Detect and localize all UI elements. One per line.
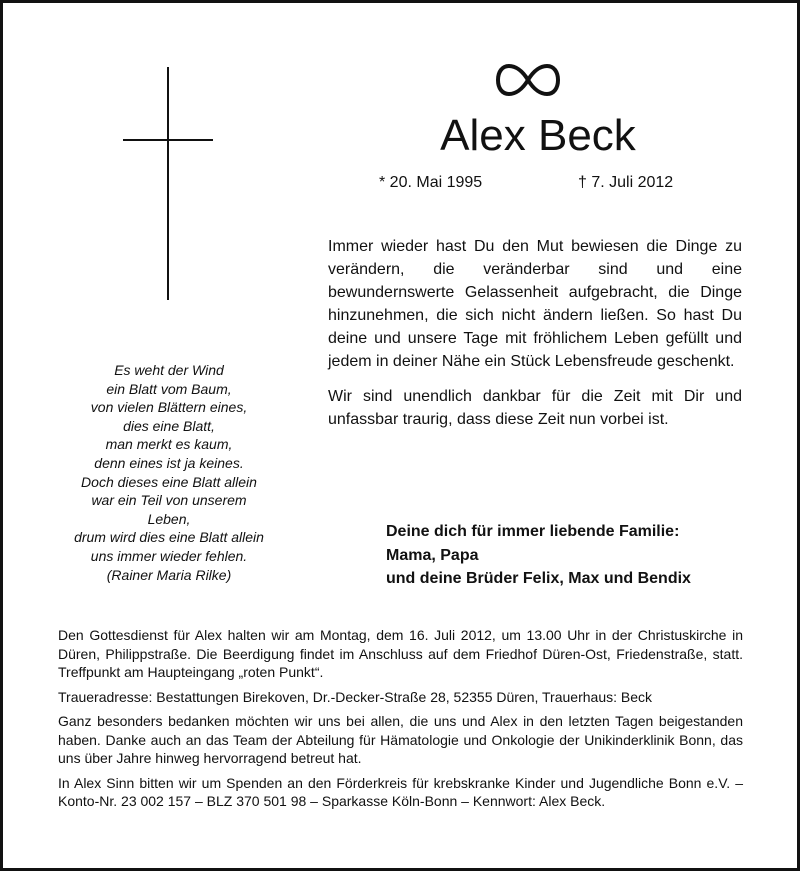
poem-author: (Rainer Maria Rilke) xyxy=(106,566,232,583)
poem-line: Es weht der Wind xyxy=(114,362,224,378)
family-line: und deine Brüder Felix, Max und Bendix xyxy=(386,570,691,587)
cross-horizontal-bar xyxy=(123,139,213,141)
donation-info: In Alex Sinn bitten wir um Spenden an den Förderkreis für krebskranke Kinder und Jugendliche Bonn e.V. – Konto-Nr. 23 002 157 – BLZ 370 501 98 – Sparkasse Köln-Bonn – Kennwort: Alex Beck. xyxy=(58,774,743,809)
poem-line: war ein Teil von unserem xyxy=(91,492,247,509)
poem-line: ein Blatt vom Baum, xyxy=(106,380,232,397)
tribute-text xyxy=(328,235,742,443)
family-line: Deine dich für immer liebende Familie: xyxy=(386,523,680,540)
poem-line: uns immer wieder fehlen. xyxy=(90,547,248,564)
family-signature xyxy=(386,520,691,591)
death-date: † 7. Juli 2012 xyxy=(578,174,674,191)
service-notice xyxy=(58,626,743,817)
mourning-address: Traueradresse: Bestattungen Birekoven, Dr.-Decker-Straße 28, 52355 Düren, Trauerhaus: Beck xyxy=(58,688,653,705)
service-info: Den Gottesdienst für Alex halten wir am Montag, dem 16. Juli 2012, um 13.00 Uhr in der Christuskirche in Düren, Philippstraße. Die Beerdigung findet im Anschluss auf dem Friedhof Düren-Ost, Friedenstraße, statt. Treffpunkt am Haupteingang „roten Punkt“. xyxy=(58,627,743,680)
tribute-paragraph: Wir sind unendlich dankbar für die Zeit mit Dir und unfassbar traurig, dass diese Zeit nun vorbei ist. xyxy=(328,388,742,428)
birth-date: * 20. Mai 1995 xyxy=(379,174,483,191)
poem-line: Leben, xyxy=(147,510,191,527)
thanks-text: Ganz besonders bedanken möchten wir uns bei allen, die uns und Alex in den letzten Tagen beigestanden haben. Danke auch an das Team der Abteilung für Hämatologie und Onkologie der Unikinderklinik Bonn, das uns über Jahre hinweg hervorragend betreut hat. xyxy=(58,713,743,766)
deceased-name: Alex Beck xyxy=(440,111,636,160)
infinity-icon xyxy=(496,63,560,97)
poem-line: dies eine Blatt, xyxy=(123,417,215,434)
tribute-paragraph: Immer wieder hast Du den Mut bewiesen die Dinge zu verändern, die veränderbar sind und eine bewundernswerte Gelassenheit aufgebracht, die Dinge hinzunehmen, die sich nicht ändern ließen. So hast Du deine und unsere Tage mit fröhlichem Leben gefüllt und jedem in deiner Nähe ein Stück Lebensfreude geschenkt. xyxy=(328,238,742,370)
poem-line: von vielen Blättern eines, xyxy=(90,399,248,416)
cross-vertical-bar xyxy=(167,67,169,300)
poem-line: drum wird dies eine Blatt allein xyxy=(74,529,264,546)
poem-line: man merkt es kaum, xyxy=(105,436,233,453)
family-line: Mama, Papa xyxy=(386,546,479,564)
poem-line: denn eines ist ja keines. xyxy=(94,454,244,471)
poem xyxy=(39,361,299,584)
poem-line: Doch dieses eine Blatt allein xyxy=(81,473,257,490)
